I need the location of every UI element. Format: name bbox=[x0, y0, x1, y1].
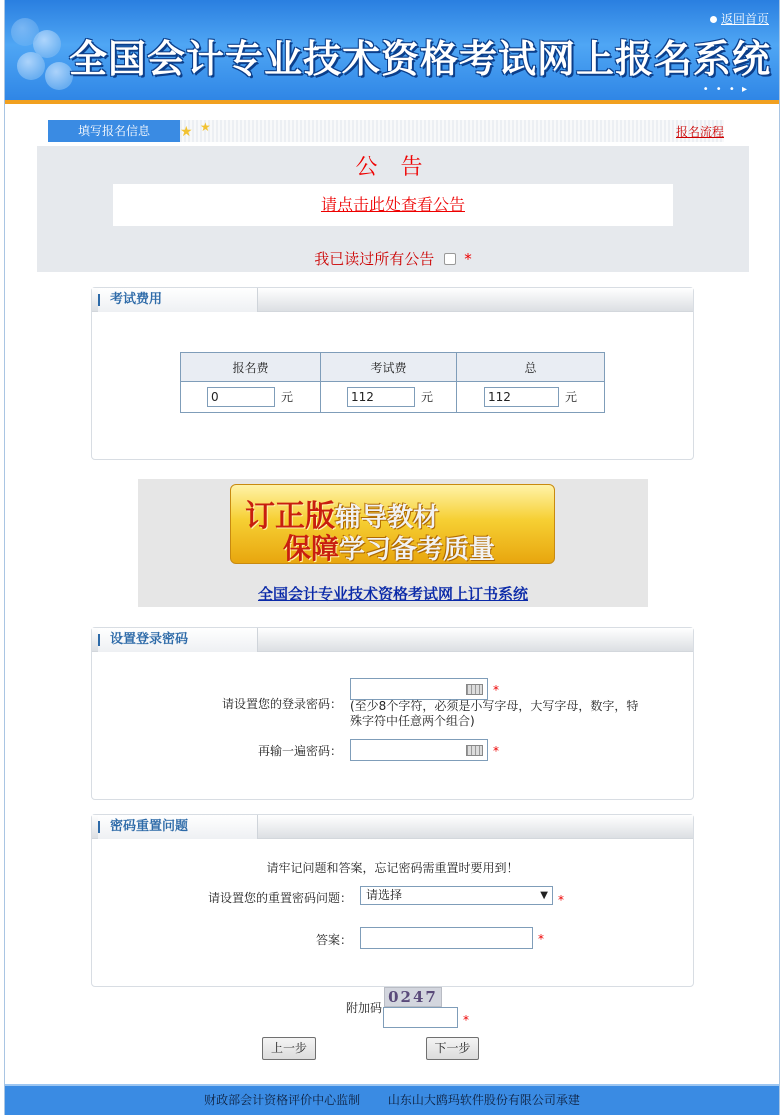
prev-button[interactable]: 上一步 bbox=[262, 1037, 316, 1060]
dropdown-arrow-icon: ▼ bbox=[540, 890, 548, 901]
fee-column-header: 考试费 bbox=[321, 353, 457, 382]
star-icon: ★ bbox=[200, 120, 211, 134]
panel-header bbox=[92, 288, 693, 312]
flow-link[interactable]: 报名流程 bbox=[675, 125, 724, 139]
ad-line-2-highlight: 保障 bbox=[283, 532, 340, 564]
notice-section bbox=[37, 146, 749, 272]
fee-table bbox=[180, 352, 605, 413]
fee-panel bbox=[91, 287, 694, 460]
home-link[interactable] bbox=[710, 10, 769, 27]
required-mark: * bbox=[493, 744, 499, 758]
password-section-title: 设置登录密码 bbox=[98, 628, 258, 652]
step-tab-active[interactable]: 填写报名信息 bbox=[48, 120, 180, 142]
footer-builder: 山东山大鸥玛软件股份有限公司承建 bbox=[387, 1093, 580, 1107]
reset-question-label: 请设置您的重置密码问题： bbox=[207, 891, 352, 905]
footer-supervisor: 财政部会计资格评价中心监制 bbox=[204, 1093, 361, 1107]
required-mark: * bbox=[493, 683, 499, 697]
ad-line-2-rest: 学习备考质量 bbox=[339, 535, 496, 564]
fee-cell bbox=[321, 382, 457, 413]
answer-input[interactable] bbox=[360, 927, 533, 949]
arrow-dots-icon: • • • ▸ bbox=[702, 84, 749, 95]
captcha-input[interactable] bbox=[383, 1007, 458, 1028]
required-mark: * bbox=[464, 250, 472, 268]
site-title: 全国会计专业技术资格考试网上报名系统 bbox=[69, 36, 772, 81]
read-confirm-checkbox[interactable] bbox=[444, 253, 456, 265]
fee-column-header: 总 bbox=[457, 353, 605, 382]
ad-line-1-highlight: 订正版 bbox=[245, 499, 335, 534]
reset-instruction: 请牢记问题和答案，忘记密码需重置时要用到！ bbox=[266, 861, 519, 875]
captcha-label: 附加码 bbox=[346, 1001, 383, 1015]
password-label: 请设置您的登录密码： bbox=[221, 697, 342, 711]
view-notice-link[interactable]: 请点击此处查看公告 bbox=[320, 195, 465, 214]
reset-section-title: 密码重置问题 bbox=[98, 815, 258, 839]
ad-line-2 bbox=[283, 527, 495, 564]
unit-label: 元 bbox=[565, 389, 578, 404]
bullet-icon bbox=[710, 16, 717, 23]
password-hint: (至少8个字符，必须是小写字母，大写字母，数字，特殊字符中任意两个组合) bbox=[350, 699, 639, 728]
fee-section-title: 考试费用 bbox=[98, 288, 258, 312]
fee-cell bbox=[181, 382, 321, 413]
decor-circle bbox=[11, 18, 39, 46]
panel-header bbox=[92, 815, 693, 839]
book-order-link[interactable]: 全国会计专业技术资格考试网上订书系统 bbox=[257, 585, 528, 603]
reset-question-select[interactable] bbox=[360, 886, 553, 905]
captcha-image[interactable]: 0247 bbox=[384, 987, 442, 1007]
required-mark: * bbox=[463, 1013, 469, 1027]
fee-table-header-row bbox=[181, 353, 605, 382]
registration-fee-input[interactable]: 0 bbox=[207, 387, 275, 407]
required-mark: * bbox=[558, 893, 564, 907]
notice-title: 公 告 bbox=[355, 155, 431, 180]
confirm-password-label: 再输一遍密码： bbox=[257, 744, 342, 758]
exam-fee-input[interactable]: 112 bbox=[347, 387, 415, 407]
next-button[interactable]: 下一步 bbox=[426, 1037, 479, 1060]
notice-link-box bbox=[113, 184, 673, 226]
ad-banner-image[interactable] bbox=[230, 484, 555, 564]
unit-label: 元 bbox=[281, 389, 294, 404]
fee-table-row bbox=[181, 382, 605, 413]
fee-cell bbox=[457, 382, 605, 413]
panel-header bbox=[92, 628, 693, 652]
answer-label: 答案： bbox=[315, 933, 352, 947]
total-fee-input[interactable]: 112 bbox=[484, 387, 559, 407]
select-value: 请选择 bbox=[366, 888, 403, 902]
header-banner bbox=[5, 0, 779, 104]
fee-column-header: 报名费 bbox=[181, 353, 321, 382]
unit-label: 元 bbox=[421, 389, 434, 404]
home-link-label: 返回首页 bbox=[720, 12, 769, 26]
read-confirm-row bbox=[37, 248, 749, 269]
keyboard-icon[interactable] bbox=[466, 745, 483, 756]
ad-line-1-rest: 辅导教材 bbox=[335, 503, 440, 533]
required-mark: * bbox=[538, 932, 544, 946]
keyboard-icon[interactable] bbox=[466, 684, 483, 695]
read-confirm-label: 我已读过所有公告 bbox=[314, 250, 435, 268]
star-icon: ★ bbox=[180, 124, 193, 140]
decor-circle bbox=[17, 52, 45, 80]
step-bar bbox=[48, 120, 724, 142]
book-ad bbox=[138, 479, 648, 607]
password-input[interactable] bbox=[350, 678, 488, 700]
confirm-password-input[interactable] bbox=[350, 739, 488, 761]
footer bbox=[5, 1084, 779, 1115]
